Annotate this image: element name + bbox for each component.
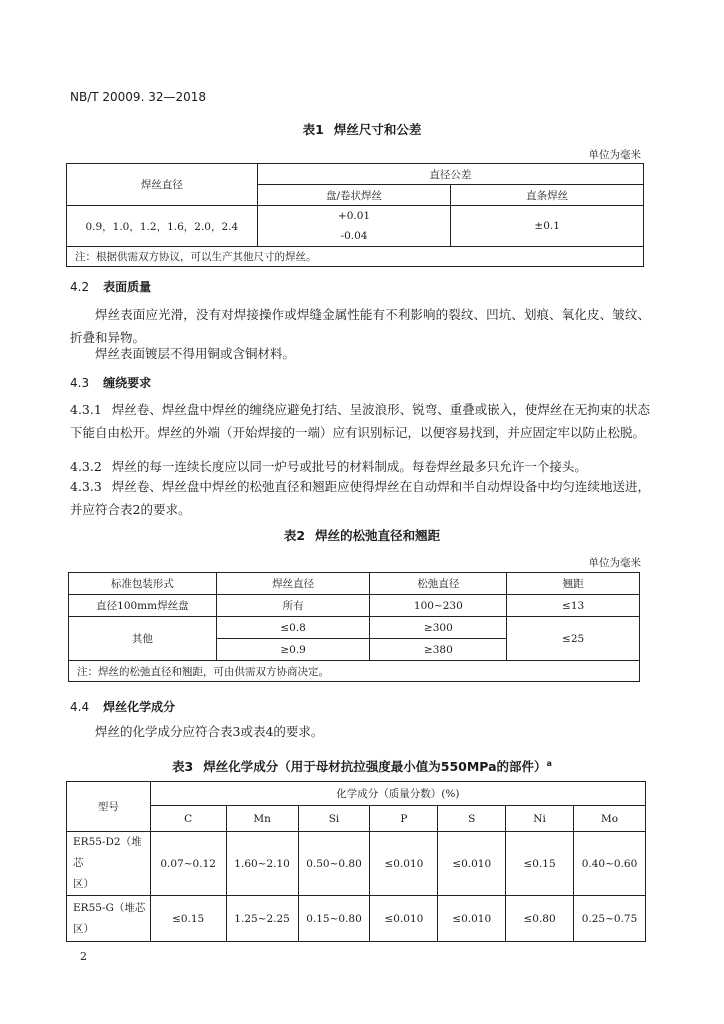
table2-cell: 所有 [216,595,370,617]
table3-header-element: Si [298,806,370,832]
section-4-2-number: 4.2 [70,280,90,294]
table3-model-line1: ER55-G（堆芯 [73,901,146,914]
table1-header-coil: 盘/卷状焊丝 [257,185,451,206]
clause-4-3-1-text: 焊丝卷、焊丝盘中焊丝的缠绕应避免打结、呈波浪形、锐弯、重叠或嵌入，使焊丝在无拘束的状态下能自由松开。焊丝的外端（开始焊接的一端）应有识别标记，以便容易找到，并应固定牢以防止松脱。 [70,402,650,440]
section-4-4-number: 4.4 [70,700,90,714]
clause-4-3-3-text: 焊丝卷、焊丝盘中焊丝的松弛直径和翘距应使得焊丝在自动焊和半自动焊设备中均匀连续地送进，并应符合表2的要求。 [70,479,650,517]
table3-header-composition: 化学成分（质量分数）(%) [150,782,645,806]
section-4-3-number: 4.3 [70,376,90,390]
table3-cell: 1.25~2.25 [226,896,298,942]
table3-cell: 0.25~0.75 [573,896,645,942]
table2-header-cast: 松弛直径 [370,573,507,595]
table3-cell: 1.60~2.10 [226,832,298,896]
clause-4-3-3-number: 4.3.3 [70,479,102,494]
table3-cell: ≤0.010 [370,896,438,942]
standard-code: NB/T 20009. 32—2018 [70,90,207,104]
table2-cell: ≥0.9 [216,639,370,661]
table1-header-straight: 直条焊丝 [451,185,644,206]
table3-cell: ≤0.80 [506,896,574,942]
table1-unit: 单位为毫米 [588,149,641,161]
table1-coil-minus: -0.04 [340,230,368,242]
section-4-2-heading [70,278,151,295]
table1-header-tolerance: 直径公差 [257,164,643,185]
table3-cell: ≤0.010 [438,896,506,942]
table2-cell: ≥300 [370,617,507,639]
clause-4-3-3 [70,475,650,521]
table2-header-package: 标准包装形式 [69,573,217,595]
table3-header-element: Mn [226,806,298,832]
table2-unit: 单位为毫米 [588,557,641,569]
table3-cell: 0.40~0.60 [573,832,645,896]
table1-straight-tolerance: ±0.1 [451,206,644,247]
table3-model-line2: 区） [73,878,94,890]
table-row [67,896,646,942]
table3 [66,781,646,942]
clause-4-3-1 [70,398,650,444]
section-4-4-heading [70,698,175,715]
table2-cell: ≥380 [370,639,507,661]
section-4-4-title: 焊丝化学成分 [103,700,176,714]
page-number: 2 [80,950,87,963]
table3-header-element: P [370,806,438,832]
table3-cell: ≤0.15 [506,832,574,896]
table3-header-element: C [150,806,226,832]
section-4-3-heading [70,374,151,391]
table1-header-diameter: 焊丝直径 [67,164,258,206]
table3-header-model: 型号 [67,782,151,832]
table-row [67,832,646,896]
table2-header-diameter: 焊丝直径 [216,573,370,595]
table3-cell: 0.50~0.80 [298,832,370,896]
section-4-2-paragraph-2: 焊丝表面镀层不得用铜或含铜材料。 [95,346,296,361]
table1-title: 焊丝尺寸和公差 [333,122,422,137]
table2-other-helix: ≤25 [507,617,640,661]
table2-other-label: 其他 [69,617,217,661]
table2-number: 表2 [283,528,306,543]
table3-title-footnote-mark: a [546,758,552,768]
table2 [68,572,640,682]
table3-cell: 0.07~0.12 [150,832,226,896]
table3-cell: ≤0.010 [370,832,438,896]
table3-model-line2: 区） [73,922,94,935]
clause-4-3-1-number: 4.3.1 [70,402,102,417]
table3-cell: ≤0.15 [150,896,226,942]
table3-title: 焊丝化学成分（用于母材抗拉强度最小值为550MPa的部件） [203,759,547,774]
table3-cell: ≤0.010 [438,832,506,896]
table3-cell: 0.15~0.80 [298,896,370,942]
table1-coil-tolerance [257,206,451,247]
table1-diameters: 0.9，1.0，1.2，1.6，2.0，2.4 [67,206,258,247]
section-4-3-title: 缠绕要求 [103,376,152,390]
table2-cell: ≤0.8 [216,617,370,639]
table1-number: 表1 [302,122,324,137]
table2-caption [0,526,724,544]
table1-caption [0,120,724,138]
table3-model [67,832,151,896]
table1-note: 注：根据供需双方协议，可以生产其他尺寸的焊丝。 [67,247,644,267]
section-4-2-paragraph-1: 焊丝表面应光滑，没有对焊接操作或焊缝金属性能有不利影响的裂纹、凹坑、划痕、氧化皮、皱纹、折叠和异物。 [70,307,650,345]
table3-model [67,896,151,942]
table2-header-helix: 翘距 [507,573,640,595]
table2-cell: ≤13 [507,595,640,617]
section-4-4-paragraph: 焊丝的化学成分应符合表3或表4的要求。 [95,724,324,739]
table3-header-element: S [438,806,506,832]
table1 [66,163,644,267]
table3-number: 表3 [172,759,194,774]
table2-cell: 直径100mm焊丝盘 [69,595,217,617]
table3-header-element: Mo [573,806,645,832]
clause-4-3-2-number: 4.3.2 [70,459,102,474]
table2-note: 注：焊丝的松弛直径和翘距，可由供需双方协商决定。 [69,661,640,682]
table2-cell: 100~230 [370,595,507,617]
table3-caption [0,757,724,775]
table2-title: 焊丝的松弛直径和翘距 [315,528,441,543]
section-4-2-title: 表面质量 [103,280,152,294]
table3-header-element: Ni [506,806,574,832]
clause-4-3-2-text: 焊丝的每一连续长度应以同一炉号或批号的材料制成。每卷焊丝最多只允许一个接头。 [111,459,587,474]
table1-coil-plus: +0.01 [337,210,371,222]
table3-model-line1: ER55-D2（堆芯 [73,836,142,869]
